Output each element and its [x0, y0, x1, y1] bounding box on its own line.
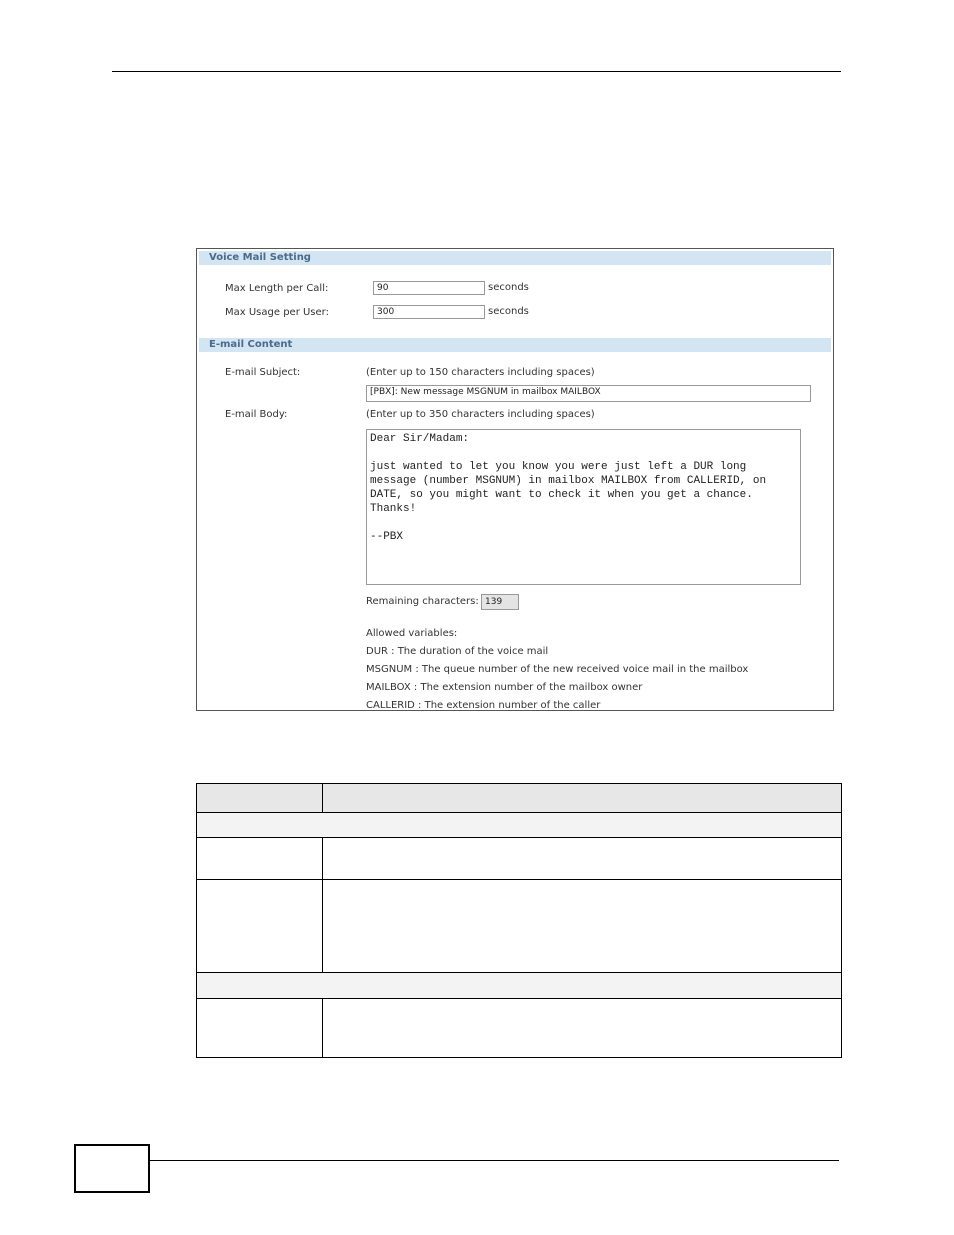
max-usage-input[interactable]: 300	[373, 305, 485, 319]
max-usage-unit: seconds	[488, 306, 529, 317]
voice-mail-section-title: Voice Mail Setting	[209, 252, 311, 263]
table-column-divider	[322, 838, 323, 879]
email-section-bar	[199, 338, 831, 352]
email-subject-hint: (Enter up to 150 characters including spaces)	[366, 367, 595, 378]
max-length-input[interactable]: 90	[373, 281, 485, 295]
remaining-characters-label: Remaining characters:	[366, 596, 479, 607]
max-length-label: Max Length per Call:	[225, 283, 329, 294]
table-row	[197, 838, 841, 880]
email-section-title: E-mail Content	[209, 339, 293, 350]
email-body-textarea[interactable]: Dear Sir/Madam: just wanted to let you know you were just left a DUR long message (number MSGNUM) in mailbox MAILBOX from CALLERID, on DATE, so you might want to check it when you get a chance. Thanks! --PBX	[366, 429, 801, 585]
footer-rule	[150, 1160, 839, 1161]
page-number-box	[74, 1144, 150, 1193]
table-section-row	[197, 813, 841, 838]
table-column-divider	[322, 880, 323, 972]
table-section-row	[197, 973, 841, 999]
table-column-divider	[322, 999, 323, 1057]
variable-msgnum: MSGNUM : The queue number of the new received voice mail in the mailbox	[366, 664, 749, 675]
email-subject-label: E-mail Subject:	[225, 367, 301, 378]
table-header-row	[197, 784, 841, 813]
variable-dur: DUR : The duration of the voice mail	[366, 646, 549, 657]
remaining-characters-field: 139	[481, 594, 519, 610]
allowed-variables-title: Allowed variables:	[366, 628, 458, 639]
email-body-label: E-mail Body:	[225, 409, 288, 420]
variable-mailbox: MAILBOX : The extension number of the mailbox owner	[366, 682, 643, 693]
email-subject-input[interactable]: [PBX]: New message MSGNUM in mailbox MAILBOX	[366, 385, 811, 402]
max-usage-label: Max Usage per User:	[225, 307, 329, 318]
voice-mail-settings-screenshot	[196, 248, 834, 711]
max-length-unit: seconds	[488, 282, 529, 293]
voice-mail-section-bar	[199, 251, 831, 265]
variable-callerid: CALLERID : The extension number of the caller	[366, 700, 601, 711]
field-description-table	[196, 783, 842, 1058]
table-row	[197, 999, 841, 1057]
email-body-hint: (Enter up to 350 characters including spaces)	[366, 409, 595, 420]
table-column-divider	[322, 784, 323, 812]
header-rule	[112, 71, 841, 72]
table-row	[197, 880, 841, 973]
